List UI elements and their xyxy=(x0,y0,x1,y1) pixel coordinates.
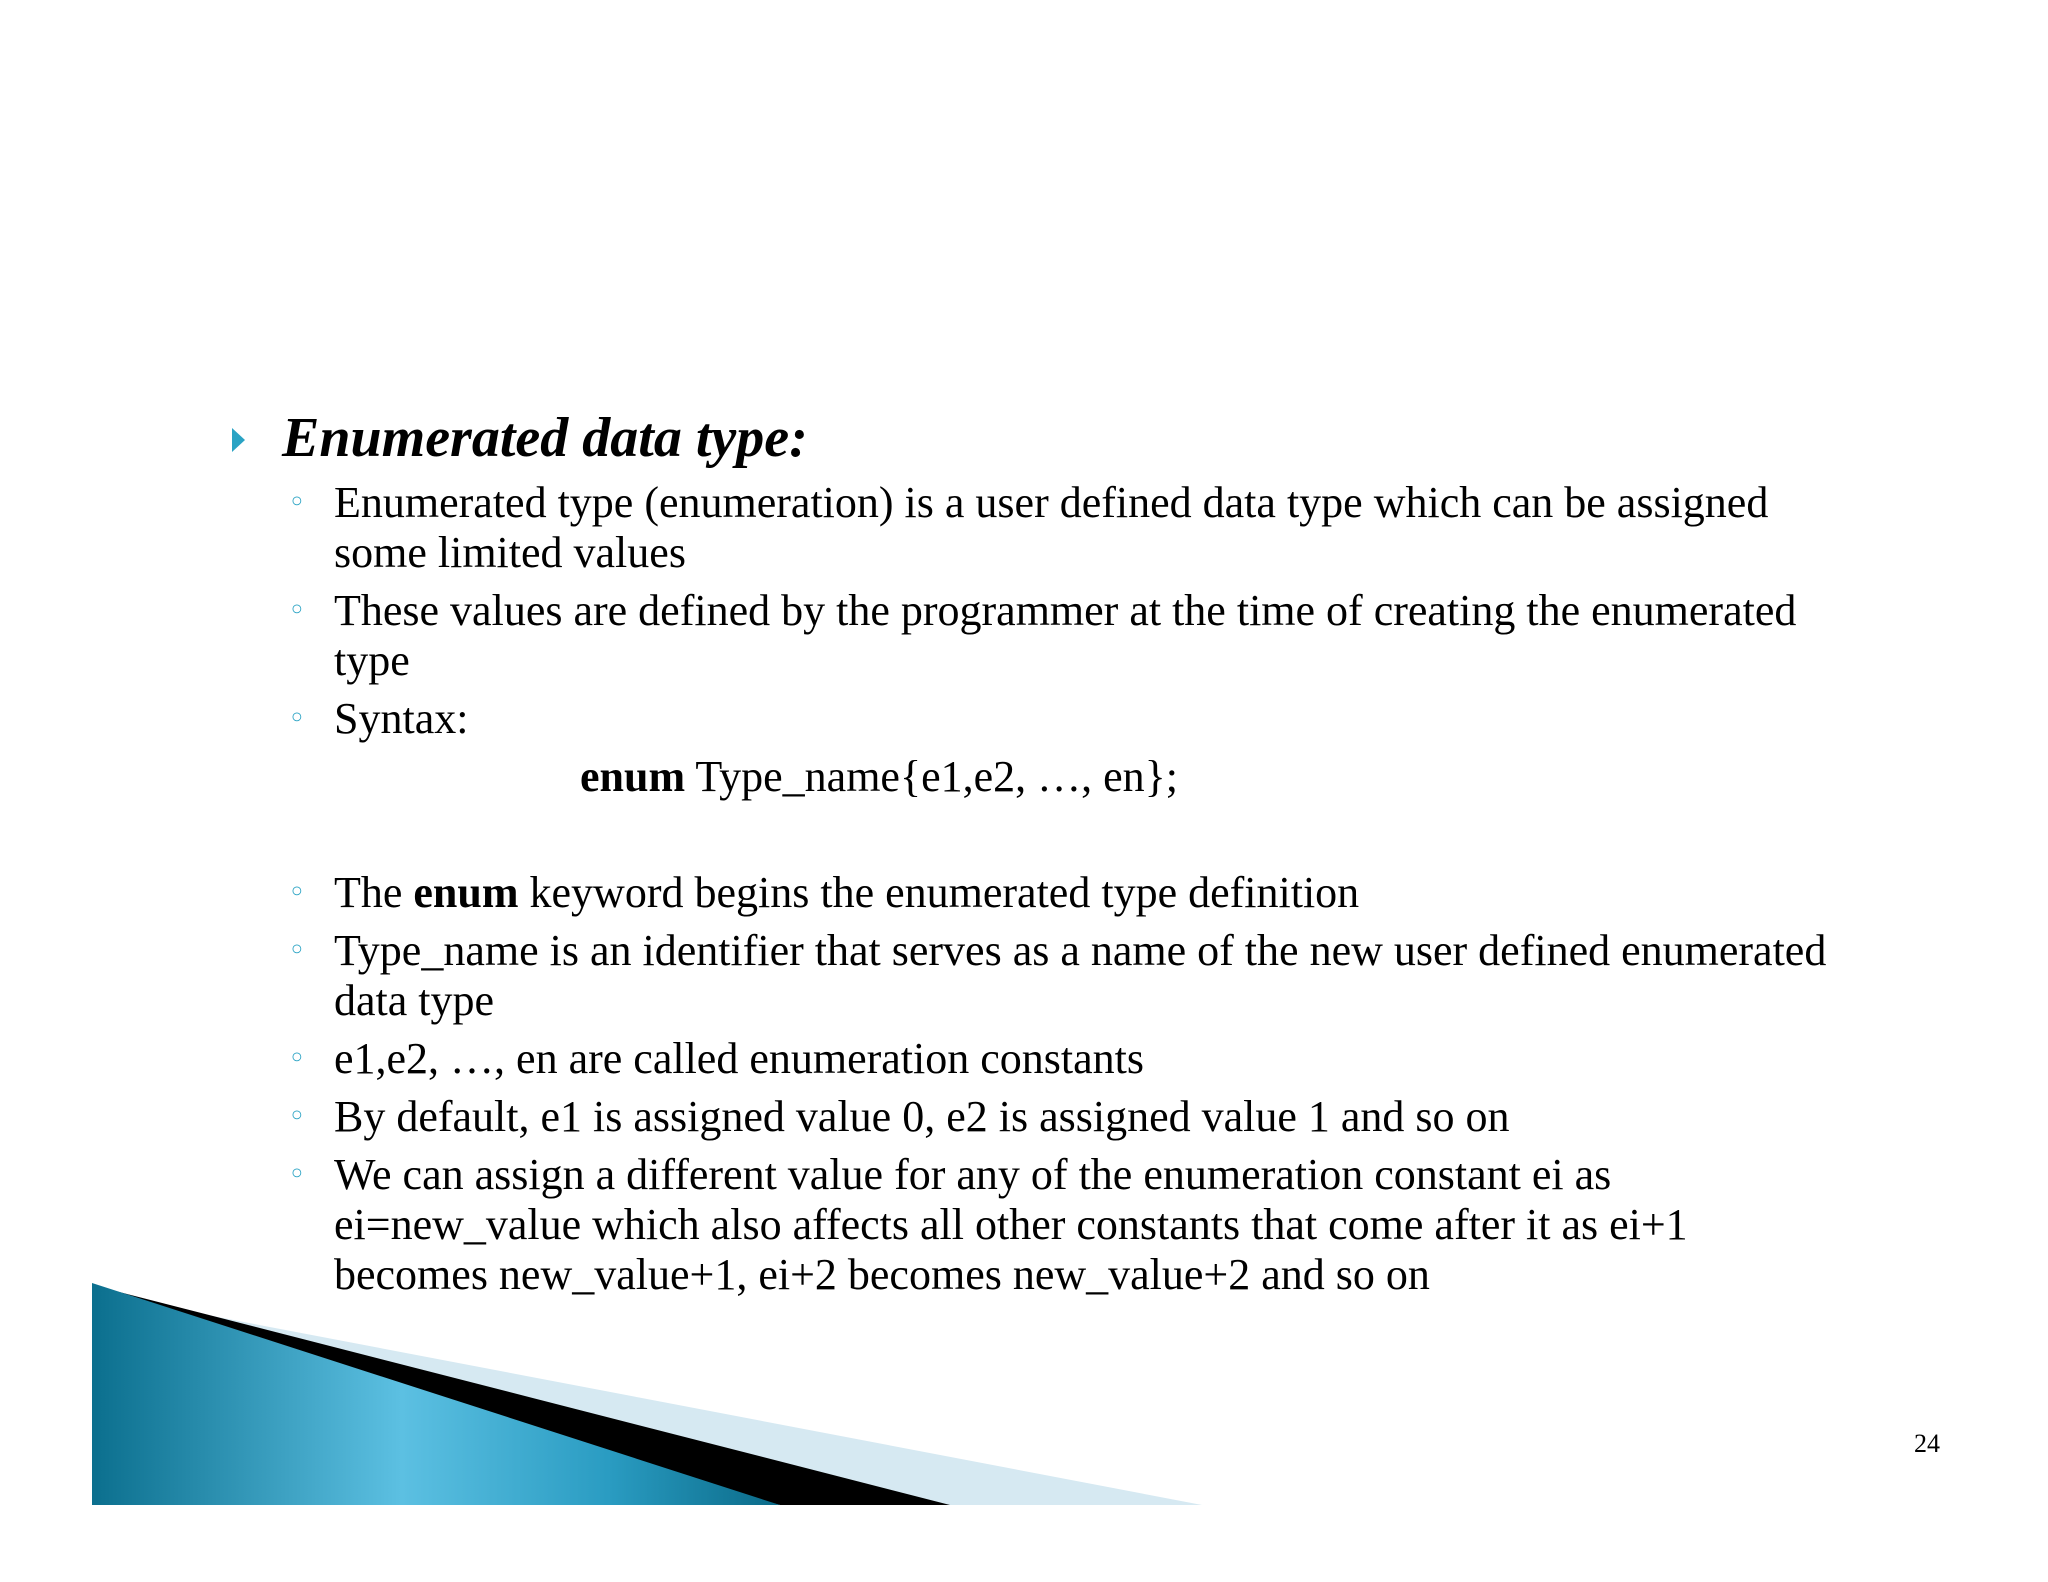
list-item xyxy=(228,868,1828,918)
circle-bullet-icon: ◦ xyxy=(288,1157,306,1192)
syntax-keyword: enum xyxy=(580,752,686,801)
circle-bullet-icon: ◦ xyxy=(288,485,306,520)
list-item-text: Syntax: xyxy=(334,694,469,743)
list-item-text: These values are defined by the programmer at the time of creating the enumerated type xyxy=(334,586,1797,685)
circle-bullet-icon: ◦ xyxy=(288,701,306,736)
slide-content xyxy=(228,398,1828,1300)
list-item xyxy=(228,1092,1828,1142)
syntax-example xyxy=(228,752,1828,802)
circle-bullet-icon: ◦ xyxy=(288,1041,306,1076)
heading-text: Enumerated data type: xyxy=(282,407,808,469)
list-item-keyword: enum xyxy=(413,868,519,917)
circle-bullet-icon: ◦ xyxy=(288,933,306,968)
list-item xyxy=(228,478,1828,578)
triangle-bullet-icon xyxy=(232,428,245,452)
syntax-rest: Type_name{e1,e2, …, en}; xyxy=(685,752,1178,801)
circle-bullet-icon: ◦ xyxy=(288,875,306,910)
list-item xyxy=(228,694,1828,744)
list-item-text: e1,e2, …, en are called enumeration constants xyxy=(334,1034,1145,1083)
page-number: 24 xyxy=(1914,1429,1940,1458)
circle-bullet-icon: ◦ xyxy=(288,1099,306,1134)
list-item xyxy=(228,1150,1828,1300)
list-item-text-after: keyword begins the enumerated type definition xyxy=(518,868,1360,917)
list-item-text: Type_name is an identifier that serves as a name of the new user defined enumerated data type xyxy=(334,926,1827,1025)
list-item xyxy=(228,1034,1828,1084)
circle-bullet-icon: ◦ xyxy=(288,593,306,628)
list-item-text-before: The xyxy=(334,868,414,917)
list-item xyxy=(228,926,1828,1026)
list-item-text: We can assign a different value for any of the enumeration constant ei as ei=new_value which also affects all other constants that come after it as ei+1 becomes new_value+1, ei+2 becomes new_value+2 and so on xyxy=(334,1150,1688,1299)
list-item xyxy=(228,586,1828,686)
bullet-list xyxy=(228,478,1828,1300)
list-item-text: By default, e1 is assigned value 0, e2 is assigned value 1 and so on xyxy=(334,1092,1510,1141)
slide-heading xyxy=(228,398,1828,478)
list-item-text: Enumerated type (enumeration) is a user defined data type which can be assigned some limited values xyxy=(334,478,1769,577)
